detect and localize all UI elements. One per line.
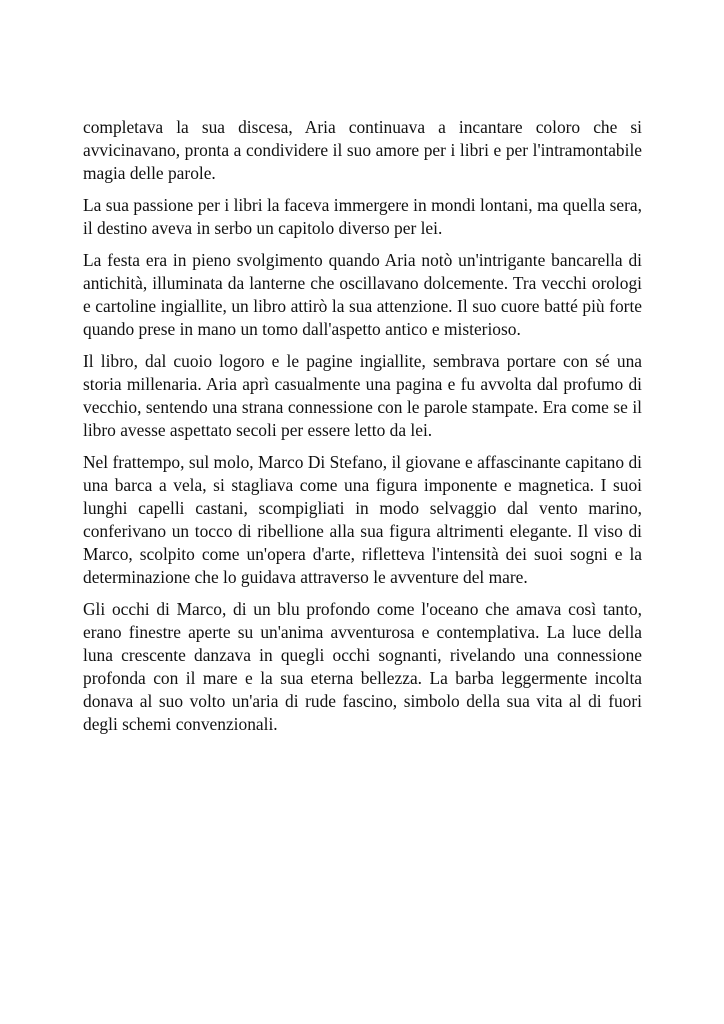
paragraph-3: La festa era in pieno svolgimento quando Aria notò un'intrigante bancarella di antichità, illuminata da lanterne che oscillavano dolcemente. Tra vecchi orologi e cartoline ingiallite, un libro attirò la sua attenzione. Il suo cuore batté più forte quando prese in mano un tomo dall'aspetto antico e misterioso.: [83, 250, 642, 339]
paragraph-2: La sua passione per i libri la faceva immergere in mondi lontani, ma quella sera, il destino aveva in serbo un capitolo diverso per lei.: [83, 195, 642, 238]
paragraph-5: Nel frattempo, sul molo, Marco Di Stefano, il giovane e affascinante capitano di una barca a vela, si stagliava come una figura imponente e magnetica. I suoi lunghi capelli castani, scompigliati in modo selvaggio dal vento marino, conferivano un tocco di ribellione alla sua figura altrimenti elegante. Il viso di Marco, scolpito come un'opera d'arte, rifletteva l'intensità dei suoi sogni e la determinazione che lo guidava attraverso le avventure del mare.: [83, 452, 642, 587]
paragraph-1: completava la sua discesa, Aria continuava a incantare coloro che si avvicinavano, pronta a condividere il suo amore per i libri e per l'intramontabile magia delle parole.: [83, 117, 642, 183]
document-page: [83, 116, 642, 745]
paragraph-6: Gli occhi di Marco, di un blu profondo come l'oceano che amava così tanto, erano finestre aperte su un'anima avventurosa e contemplativa. La luce della luna crescente danzava in quegli occhi sognanti, rivelando una connessione profonda con il mare e la sua eterna bellezza. La barba leggermente incolta donava al suo volto un'aria di rude fascino, simbolo della sua vita al di fuori degli schemi convenzionali.: [83, 599, 642, 734]
paragraph-4: Il libro, dal cuoio logoro e le pagine ingiallite, sembrava portare con sé una storia millenaria. Aria aprì casualmente una pagina e fu avvolta dal profumo di vecchio, sentendo una strana connessione con le parole stampate. Era come se il libro avesse aspettato secoli per essere letto da lei.: [83, 351, 642, 440]
